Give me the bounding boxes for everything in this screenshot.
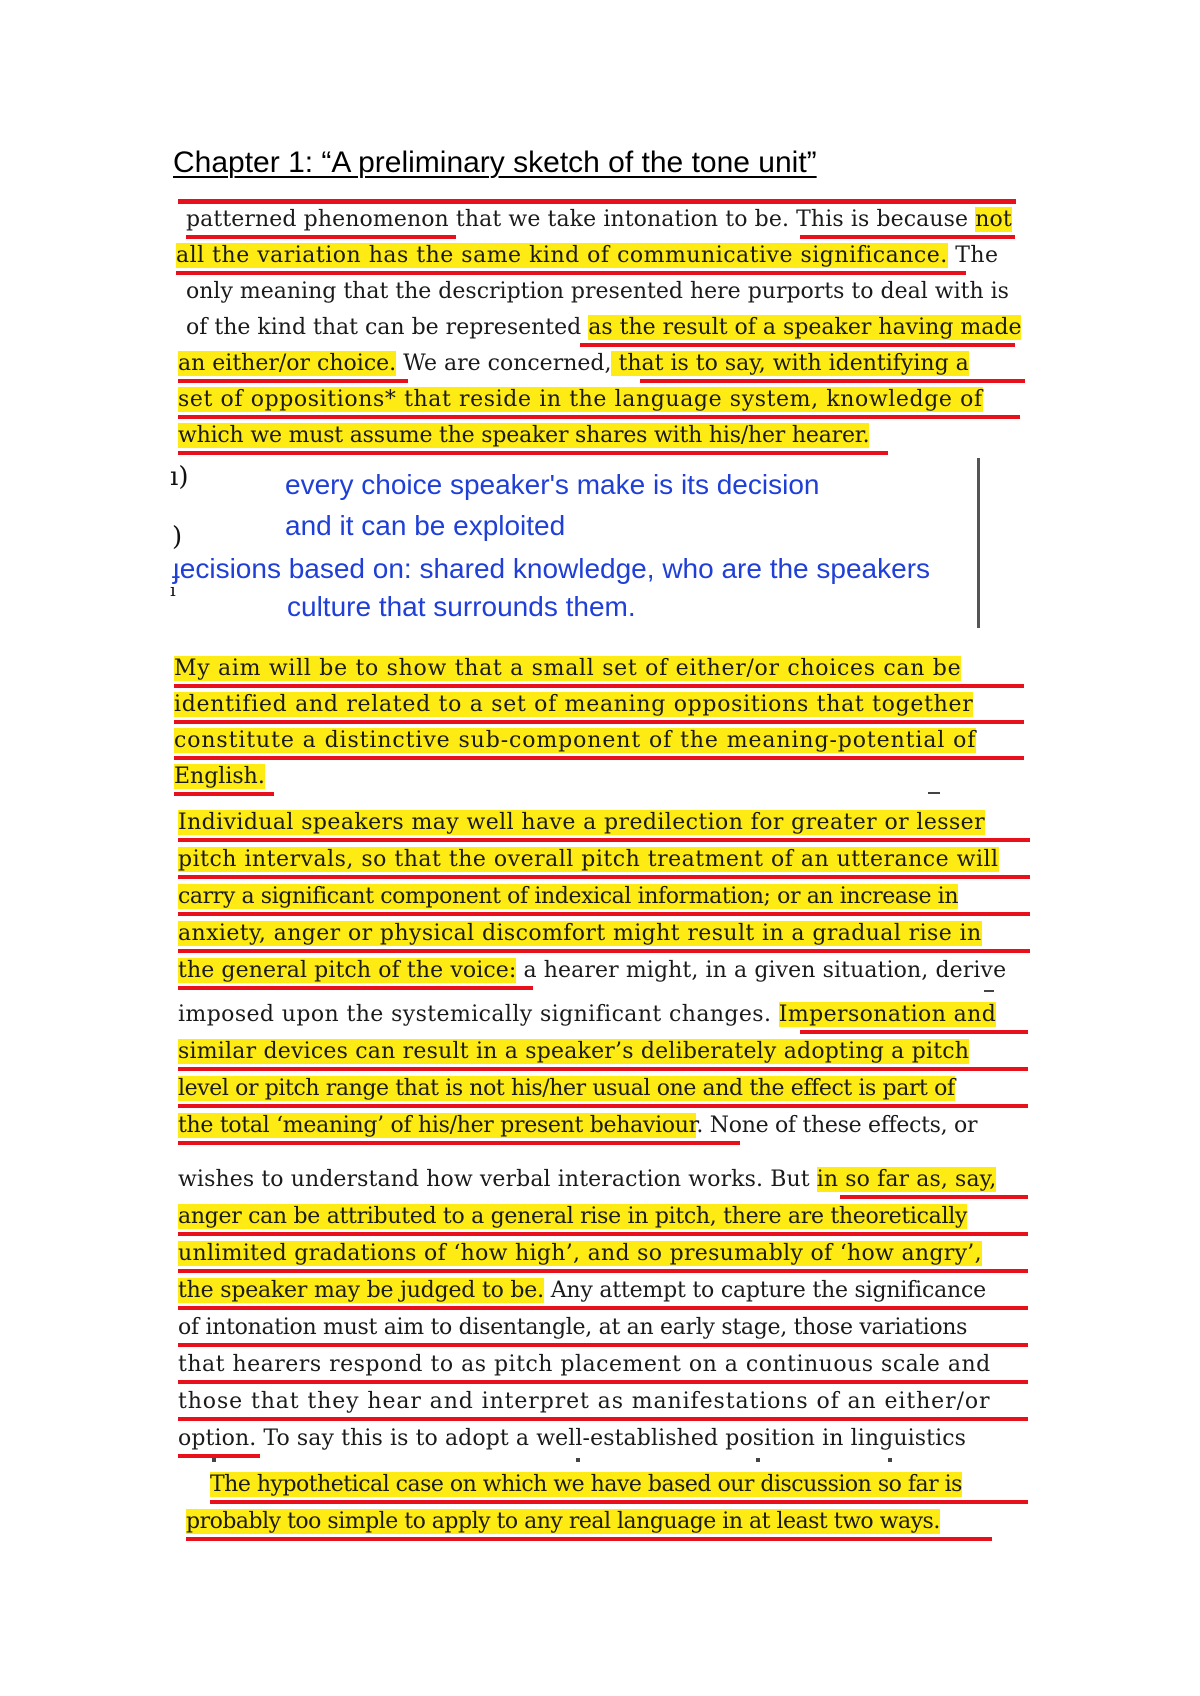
red-underline bbox=[178, 1380, 1028, 1384]
paragraph-line bbox=[178, 808, 985, 838]
paragraph-line bbox=[210, 1470, 962, 1500]
red-underline bbox=[178, 1067, 1028, 1071]
red-underline bbox=[174, 756, 1024, 760]
red-underline bbox=[174, 720, 1024, 724]
paragraph-line bbox=[186, 1507, 940, 1537]
highlighted-text: which we must assume the speaker shares with his/her hearer. bbox=[178, 423, 870, 448]
highlighted-text: that is to say, with identifying a bbox=[611, 351, 969, 376]
highlighted-text: probably too simple to apply to any real language in at least two ways. bbox=[186, 1509, 940, 1534]
highlighted-text: level or pitch range that is not his/her usual one and the effect is part of bbox=[178, 1076, 955, 1101]
paragraph-line bbox=[174, 654, 961, 684]
highlighted-text: the general pitch of the voice: bbox=[178, 958, 517, 983]
paragraph-line: those that they hear and interpret as manifestations of an either/or bbox=[178, 1389, 991, 1414]
paragraph-line: that hearers respond to as pitch placement on a continuous scale and bbox=[178, 1352, 991, 1377]
text-run: We are concerned, bbox=[396, 351, 612, 376]
red-underline bbox=[186, 235, 456, 239]
red-underline bbox=[174, 684, 1024, 688]
stray-mark bbox=[888, 1458, 892, 1462]
paragraph-line bbox=[178, 1424, 966, 1454]
red-underline bbox=[800, 1030, 1028, 1034]
red-underline bbox=[178, 1141, 740, 1145]
red-underline bbox=[178, 949, 1030, 953]
red-underline bbox=[640, 379, 1025, 383]
text-run: of the kind that can be represented bbox=[186, 315, 589, 340]
red-underline bbox=[178, 838, 1030, 842]
red-underline bbox=[178, 912, 1030, 916]
red-underline bbox=[178, 875, 1030, 879]
paragraph-line bbox=[178, 1276, 986, 1306]
red-underline bbox=[178, 1269, 1028, 1273]
red-underline bbox=[178, 1306, 1028, 1310]
paragraph-line bbox=[178, 1239, 982, 1269]
highlighted-text: Individual speakers may well have a predilection for greater or lesser bbox=[178, 810, 985, 835]
highlighted-text: pitch intervals, so that the overall pitch treatment of an utterance will bbox=[178, 847, 999, 872]
highlighted-text: the total ‘meaning’ of his/her present behaviour bbox=[178, 1113, 697, 1138]
red-underline bbox=[580, 343, 1015, 347]
highlighted-text: all the variation has the same kind of communicative significance. bbox=[176, 243, 948, 268]
cropped-fragment: ı) bbox=[170, 462, 189, 492]
vertical-bar bbox=[977, 458, 980, 628]
highlighted-text: The hypothetical case on which we have based our discussion so far is bbox=[210, 1472, 962, 1497]
highlighted-text: identified and related to a set of meaning oppositions that together bbox=[174, 692, 974, 717]
paragraph-line bbox=[178, 421, 869, 451]
paragraph-line bbox=[178, 845, 999, 875]
paragraph-line bbox=[178, 1000, 996, 1030]
highlighted-text: an either/or choice. bbox=[178, 351, 397, 376]
highlighted-text: unlimited gradations of ‘how high’, and so presumably of ‘how angry’, bbox=[178, 1241, 982, 1266]
text-run: option. bbox=[178, 1426, 257, 1451]
paragraph-line bbox=[178, 1037, 969, 1067]
highlighted-text: carry a significant component of indexical information; or an increase in bbox=[178, 884, 959, 909]
highlighted-text: in so far as, say, bbox=[816, 1167, 997, 1192]
text-run: Any attempt to capture the significance bbox=[543, 1278, 986, 1303]
paragraph-line bbox=[176, 241, 999, 271]
paragraph-line bbox=[178, 1165, 996, 1195]
stray-mark bbox=[984, 990, 994, 992]
paragraph-line: of intonation must aim to disentangle, at an early stage, those variations bbox=[178, 1315, 968, 1340]
text-run: a hearer might, in a given situation, derive bbox=[516, 958, 1007, 983]
text-run: imposed upon the systemically significant changes. bbox=[178, 1002, 779, 1027]
highlighted-text: set of oppositions* that reside in the language system, knowledge of bbox=[178, 387, 983, 412]
chapter-title: Chapter 1: “A preliminary sketch of the tone unit” bbox=[173, 146, 817, 179]
annotation-note: every choice speaker's make is its decision bbox=[285, 469, 820, 500]
text-run: To say this is to adopt a well-established position in linguistics bbox=[256, 1426, 967, 1451]
red-underline bbox=[178, 1232, 1028, 1236]
paragraph-line bbox=[178, 882, 958, 912]
highlighted-text: English. bbox=[174, 764, 265, 789]
text-run: patterned phenomenon that we take intonation to be. This is because bbox=[186, 207, 976, 232]
text-run: . None of these effects, or bbox=[696, 1113, 978, 1138]
paragraph-line bbox=[178, 1111, 977, 1141]
text-run: The bbox=[947, 243, 999, 268]
paragraph-line bbox=[178, 1202, 967, 1232]
cropped-fragment: ı bbox=[170, 580, 176, 601]
cropped-fragment: ) bbox=[172, 522, 183, 552]
red-underline bbox=[178, 415, 1020, 419]
red-underline bbox=[186, 1537, 992, 1541]
highlighted-text: similar devices can result in a speaker’s deliberately adopting a pitch bbox=[178, 1039, 970, 1064]
paragraph-line bbox=[178, 349, 969, 379]
paragraph-line bbox=[174, 762, 265, 792]
highlighted-text: constitute a distinctive sub-component of the meaning-potential of bbox=[174, 728, 977, 753]
red-underline bbox=[176, 271, 966, 275]
highlighted-text: anxiety, anger or physical discomfort might result in a gradual rise in bbox=[178, 921, 982, 946]
paragraph-line bbox=[178, 385, 983, 415]
text-run: wishes to understand how verbal interaction works. But bbox=[178, 1167, 817, 1192]
stray-mark bbox=[576, 1458, 580, 1462]
paragraph-line bbox=[174, 690, 973, 720]
annotation-note: ɟecisions based on: shared knowledge, who are the speakers bbox=[172, 553, 931, 584]
red-underline bbox=[178, 1417, 1028, 1421]
highlighted-text: My aim will be to show that a small set of either/or choices can be bbox=[174, 656, 962, 681]
paragraph-line bbox=[178, 956, 1006, 986]
paragraph-line bbox=[178, 1074, 955, 1104]
annotation-note: and it can be exploited bbox=[285, 510, 566, 541]
red-underline bbox=[178, 379, 408, 383]
red-underline bbox=[840, 1195, 1028, 1199]
paragraph-line bbox=[186, 313, 1021, 343]
red-rule bbox=[178, 199, 1016, 204]
red-underline bbox=[178, 451, 888, 455]
paragraph-line bbox=[174, 726, 976, 756]
annotation-note: culture that surrounds them. bbox=[287, 591, 636, 622]
red-underline bbox=[178, 1104, 1028, 1108]
highlighted-text: anger can be attributed to a general rise in pitch, there are theoretically bbox=[178, 1204, 968, 1229]
stray-mark bbox=[756, 1458, 760, 1462]
red-underline bbox=[210, 1500, 1028, 1504]
red-underline bbox=[178, 1454, 260, 1458]
highlighted-text: not bbox=[975, 207, 1012, 232]
red-underline bbox=[174, 792, 274, 796]
stray-mark bbox=[928, 792, 940, 794]
paragraph-line bbox=[186, 205, 1012, 235]
red-underline bbox=[800, 235, 1015, 239]
highlighted-text: as the result of a speaker having made bbox=[588, 315, 1022, 340]
stray-mark bbox=[212, 1458, 216, 1462]
paragraph-line bbox=[178, 919, 982, 949]
red-underline bbox=[178, 1343, 1028, 1347]
highlighted-text: the speaker may be judged to be. bbox=[178, 1278, 544, 1303]
paragraph-line: only meaning that the description presented here purports to deal with is bbox=[186, 279, 1009, 304]
highlighted-text: Impersonation and bbox=[778, 1002, 997, 1027]
red-underline bbox=[178, 986, 533, 990]
